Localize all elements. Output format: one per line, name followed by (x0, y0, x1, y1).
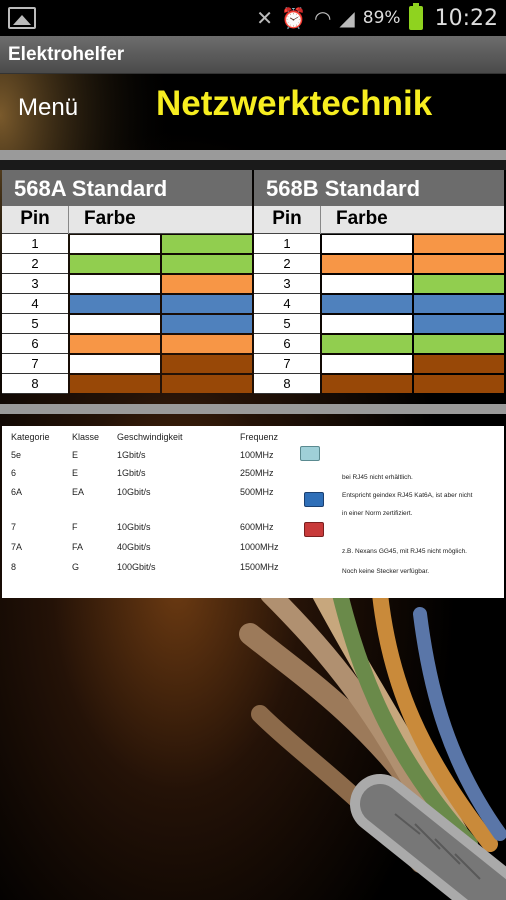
wire-color-swatch (162, 355, 252, 373)
pin-number: 4 (254, 294, 320, 314)
column-header-freq: Frequenz (240, 432, 279, 442)
category-note: bei RJ45 nicht erhältlich. (342, 474, 413, 481)
pin-row (2, 374, 252, 394)
category-cell-freq: 250MHz (240, 468, 274, 478)
category-cell-freq: 100MHz (240, 450, 274, 460)
pin-number: 5 (2, 314, 68, 334)
category-cell-klasse: E (72, 450, 79, 460)
color-header: Farbe (336, 208, 388, 229)
pin-number: 7 (2, 354, 68, 374)
pin-row (254, 254, 504, 274)
clock: 10:22 (434, 5, 498, 31)
category-cell-freq: 1500MHz (240, 562, 279, 572)
category-cell-speed: 1Gbit/s (117, 450, 146, 460)
wire-color-swatch (414, 355, 504, 373)
pin-number: 3 (2, 274, 68, 294)
category-cell-freq: 500MHz (240, 487, 274, 497)
color-header: Farbe (84, 208, 136, 229)
wire-color-swatch (162, 255, 252, 273)
standard-title: 568B Standard (254, 170, 504, 206)
pin-header: Pin (272, 208, 302, 229)
category-cell-kategorie: 8 (11, 562, 17, 572)
column-header-kategorie: Kategorie (11, 432, 50, 442)
category-cell-klasse: E (72, 468, 79, 478)
menu-button[interactable]: Menü (18, 94, 79, 121)
pin-number: 6 (2, 334, 68, 354)
wire-color-swatch (322, 315, 412, 333)
standard-title: 568A Standard (2, 170, 252, 206)
category-cell-freq: 1000MHz (240, 542, 279, 552)
column-header-klasse: Klasse (72, 432, 100, 442)
pin-number: 4 (2, 294, 68, 314)
pin-number: 7 (254, 354, 320, 374)
pin-row (254, 314, 504, 334)
pin-row (254, 274, 504, 294)
pin-number: 2 (2, 254, 68, 274)
column-header-speed: Geschwindigkeit (117, 432, 183, 442)
wire-color-swatch (70, 375, 160, 393)
category-cell-speed: 1Gbit/s (117, 468, 146, 478)
pin-row (2, 334, 252, 354)
wire-color-swatch (162, 235, 252, 253)
pin-row (2, 234, 252, 254)
pin-number: 2 (254, 254, 320, 274)
pin-row (2, 354, 252, 374)
category-cell-klasse: FA (72, 542, 84, 552)
pin-row (2, 254, 252, 274)
pin-row (254, 374, 504, 394)
wire-color-swatch (70, 315, 160, 333)
wire-color-swatch (322, 235, 412, 253)
pin-row (254, 234, 504, 254)
wire-color-swatch (70, 355, 160, 373)
wire-color-swatch (162, 335, 252, 353)
divider-gap (0, 160, 506, 170)
category-cell-speed: 10Gbit/s (117, 487, 151, 497)
page-title: Netzwerktechnik (156, 84, 433, 123)
plug-icon (304, 492, 324, 507)
pin-row (254, 334, 504, 354)
plug-icon (300, 446, 320, 461)
signal-icon: ◢ (339, 6, 355, 30)
mute-icon: ✕ (256, 6, 274, 30)
category-cell-kategorie: 7A (11, 542, 23, 552)
wire-color-swatch (70, 235, 160, 253)
category-note: Entspricht geindex RJ45 Kat6A, ist aber nicht (342, 492, 473, 499)
category-cell-kategorie: 6A (11, 487, 23, 497)
category-cell-freq: 600MHz (240, 522, 274, 532)
pin-number: 3 (254, 274, 320, 294)
wire-color-swatch (162, 295, 252, 313)
category-cell-speed: 100Gbit/s (117, 562, 156, 572)
category-cell-klasse: G (72, 562, 80, 572)
divider-band-top (0, 150, 506, 160)
divider-band-bottom (0, 404, 506, 414)
wifi-icon: ◠ (313, 6, 332, 30)
pin-number: 8 (2, 374, 68, 394)
wire-color-swatch (70, 295, 160, 313)
wire-color-swatch (414, 335, 504, 353)
pinout-table (2, 170, 504, 396)
wire-color-swatch (322, 375, 412, 393)
wire-color-swatch (414, 295, 504, 313)
wire-color-swatch (70, 275, 160, 293)
status-bar (0, 0, 506, 36)
standard-568a (2, 170, 252, 396)
pin-number: 8 (254, 374, 320, 394)
pin-row (2, 294, 252, 314)
wire-color-swatch (70, 335, 160, 353)
battery-percent: 89% (362, 8, 401, 28)
category-note: z.B. Nexans GG45, mit RJ45 nicht möglich. (342, 548, 467, 555)
wire-color-swatch (70, 255, 160, 273)
pin-row (2, 274, 252, 294)
image-notification-icon (8, 7, 36, 29)
pin-number: 5 (254, 314, 320, 334)
cable-categories-panel (2, 426, 504, 598)
wire-color-swatch (162, 315, 252, 333)
wire-color-swatch (322, 275, 412, 293)
category-note: in einer Norm zertifiziert. (342, 510, 413, 517)
wire-color-swatch (322, 255, 412, 273)
wire-color-swatch (162, 275, 252, 293)
pin-row (2, 314, 252, 334)
category-cell-kategorie: 6 (11, 468, 17, 478)
category-cell-klasse: F (72, 522, 78, 532)
category-note: Noch keine Stecker verfügbar. (342, 568, 430, 575)
wire-color-swatch (414, 275, 504, 293)
standard-header-row (254, 206, 504, 234)
pin-row (254, 294, 504, 314)
pin-number: 1 (2, 234, 68, 254)
wire-color-swatch (414, 235, 504, 253)
category-cell-kategorie: 5e (11, 450, 22, 460)
wire-color-swatch (414, 315, 504, 333)
category-cell-klasse: EA (72, 487, 85, 497)
standard-568b (254, 170, 504, 396)
wire-color-swatch (322, 355, 412, 373)
app-title: Elektrohelfer (8, 44, 125, 65)
wire-color-swatch (414, 255, 504, 273)
pin-number: 6 (254, 334, 320, 354)
category-cell-kategorie: 7 (11, 522, 17, 532)
wire-color-swatch (162, 375, 252, 393)
pin-number: 1 (254, 234, 320, 254)
battery-icon (409, 6, 423, 30)
pin-header: Pin (20, 208, 50, 229)
wire-color-swatch (414, 375, 504, 393)
wire-color-swatch (322, 335, 412, 353)
standard-header-row (2, 206, 252, 234)
category-cell-speed: 10Gbit/s (117, 522, 151, 532)
plug-icon (304, 522, 324, 537)
pin-row (254, 354, 504, 374)
action-bar (0, 36, 506, 74)
category-cell-speed: 40Gbit/s (117, 542, 151, 552)
wire-color-swatch (322, 295, 412, 313)
alarm-icon: ⏰ (281, 6, 306, 30)
